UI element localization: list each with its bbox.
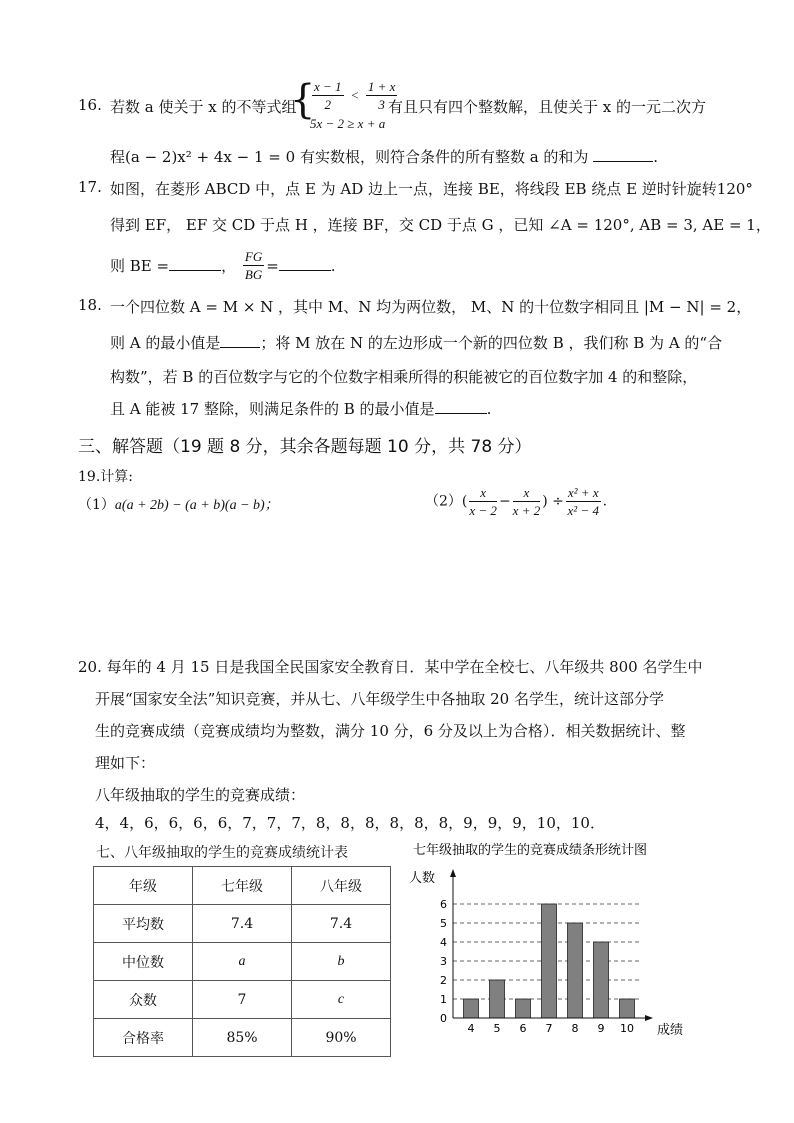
q20-scores: 4，4，6，6，6，6，7，7，7，8，8，8，8，8，8，9，9，9，10，10． <box>95 814 605 832</box>
table-cell: b <box>292 943 391 981</box>
y-tick-label: 2 <box>440 974 447 987</box>
section-3-heading: 三、解答题（19 题 8 分，其余各题每题 10 分，共 78 分） <box>78 437 532 457</box>
inequality-line-2: 5x − 2 ≥ x + a <box>310 116 386 131</box>
table-header-cell: 八年级 <box>292 867 391 905</box>
y-tick-label: 3 <box>440 955 447 968</box>
inequality-line-1 <box>310 78 399 113</box>
bar-9 <box>594 942 609 1018</box>
ineq1-left-numerator: x − 1 <box>314 79 342 94</box>
q19-div: ) ÷ <box>542 493 564 510</box>
ineq1-left-denominator: 2 <box>324 97 332 112</box>
table-cell: 合格率 <box>94 1019 193 1057</box>
bar-10 <box>620 999 635 1018</box>
q20-line-1: 20. 每年的 4 月 15 日是我国全民国家安全教育日．某中学在全校七、八年级共 800 名学生中 <box>78 658 703 676</box>
q17-line-1: 如图，在菱形 ABCD 中，点 E 为 AD 边上一点，连接 BE，将线段 EB 绕点 E 逆时针旋转120° <box>110 180 753 198</box>
q18-min-a-blank[interactable] <box>220 347 260 348</box>
table-cell: 中位数 <box>94 943 193 981</box>
q16-line-2 <box>110 146 658 167</box>
table-row <box>94 981 391 1019</box>
q18-line-2-post: ；将 M 放在 N 的左边形成一个新的四位数 B ，我们称 B 为 A 的“合 <box>260 334 723 352</box>
bar-7 <box>542 904 557 1018</box>
x-tick-label: 9 <box>597 1022 605 1035</box>
table-header-row <box>94 867 391 905</box>
q18-line-1: 一个四位数 A = M × N ，其中 M、N 均为两位数， M、N 的十位数字相同且 |M − N| = 2， <box>110 298 752 316</box>
q18-number: 18. <box>78 296 102 314</box>
q19-p1-expression: a(a + 2b) − (a + b)(a − b)； <box>114 498 279 513</box>
q17-line-2: 得到 EF， EF 交 CD 于点 H ，连接 BF，交 CD 于点 G ，已知 ∠A = 120°, AB = 3, AE = 1， <box>110 216 771 234</box>
y-axis-arrow-icon <box>450 869 456 877</box>
q20-line-5: 八年级抽取的学生的竞赛成绩： <box>95 786 306 804</box>
q19-title: 19.计算: <box>78 469 133 485</box>
x-tick-label: 10 <box>620 1022 634 1035</box>
y-tick-label: 1 <box>440 993 447 1006</box>
x-axis-label: 成绩 <box>657 1023 684 1038</box>
y-tick-label: 6 <box>440 898 447 911</box>
q19-p2-open: ( <box>461 493 468 510</box>
q17-line-3 <box>110 248 336 283</box>
table-row <box>94 905 391 943</box>
q16-text-pre: 若数 a 使关于 x 的不等式组 <box>110 98 297 116</box>
chart-title: 七年级抽取的学生的竞赛成绩条形统计图 <box>413 843 648 858</box>
q19-f1-den: x − 2 <box>469 503 497 518</box>
table-row <box>94 1019 391 1057</box>
q17-eq: = <box>266 257 279 275</box>
ineq1-relation: < <box>350 87 360 103</box>
x-tick-label: 4 <box>467 1022 475 1035</box>
table-cell: 7.4 <box>193 905 292 943</box>
bar-4 <box>464 999 479 1018</box>
ineq1-right-denominator: 3 <box>378 97 385 112</box>
q16-answer-blank[interactable] <box>593 161 653 162</box>
table-cell: a <box>193 943 292 981</box>
q19-p2-label: （2） <box>425 493 462 510</box>
q17-end: . <box>330 257 336 275</box>
q18-line-3: 构数”，若 B 的百位数字与它的个位数字相乘所得的积能被它的百位数字加 4 的和整除， <box>110 368 698 386</box>
table-title: 七、八年级抽取的学生的竞赛成绩统计表 <box>96 845 348 861</box>
bar-8 <box>568 923 583 1018</box>
table-cell: 85% <box>193 1019 292 1057</box>
y-axis-label: 人数 <box>409 871 436 886</box>
q20-line-2: 开展“国家安全法”知识竞赛，并从七、八年级学生中各抽取 20 名学生，统计这部分学 <box>95 690 664 708</box>
q18-line-4-pre: 且 A 能被 17 整除，则满足条件的 B 的最小值是 <box>110 400 435 418</box>
table-cell: 7.4 <box>292 905 391 943</box>
q20-line-4: 理如下： <box>95 754 156 772</box>
q19-part-2 <box>425 484 607 519</box>
q17-ratio-blank[interactable] <box>279 270 331 271</box>
q18-line-4 <box>110 398 491 419</box>
table-cell: 众数 <box>94 981 193 1019</box>
bar-chart <box>395 838 715 1048</box>
q19-p1-label: （1） <box>78 497 115 513</box>
x-tick-label: 5 <box>493 1022 501 1035</box>
q16-end: . <box>653 148 658 166</box>
x-tick-labels <box>468 1022 635 1035</box>
left-brace: { <box>290 77 316 123</box>
q18-line-2 <box>110 332 722 353</box>
q18-min-b-blank[interactable] <box>435 413 487 414</box>
table-cell: 90% <box>292 1019 391 1057</box>
q19-f1-num: x <box>469 484 497 502</box>
y-tick-label: 5 <box>440 917 447 930</box>
q19-part-1 <box>78 494 279 514</box>
q19-f3-den: x² − 4 <box>567 503 599 518</box>
q19-f2-den: x + 2 <box>512 503 541 518</box>
y-tick-labels <box>440 898 447 1025</box>
table-cell: 平均数 <box>94 905 193 943</box>
q16-number: 16. <box>78 96 102 114</box>
table-cell: 7 <box>193 981 292 1019</box>
x-tick-label: 6 <box>519 1022 527 1035</box>
q17-number: 17. <box>78 178 102 196</box>
q17-frac-denominator: BG <box>244 267 263 282</box>
q18-end: . <box>486 400 492 418</box>
y-tick-label: 0 <box>440 1012 447 1025</box>
q19-f3-num: x² + x <box>567 485 599 500</box>
table-header-cell: 年级 <box>94 867 193 905</box>
q17-be-blank[interactable] <box>169 270 221 271</box>
x-tick-label: 8 <box>571 1022 579 1035</box>
table-cell: c <box>292 981 391 1019</box>
q19-p2-end: . <box>602 493 608 510</box>
bar-6 <box>516 999 531 1018</box>
q17-sep: ， <box>221 257 237 275</box>
q19-f2-num: x <box>513 484 541 502</box>
ineq1-right-numerator: 1 + x <box>367 79 396 94</box>
q17-frac-numerator: FG <box>244 249 263 264</box>
table-row <box>94 943 391 981</box>
bar-5 <box>490 980 505 1018</box>
q17-be-label: 则 BE = <box>110 257 170 275</box>
stats-table <box>93 866 391 1057</box>
x-axis-arrow-icon <box>645 1015 653 1021</box>
table-header-cell: 七年级 <box>193 867 292 905</box>
q18-line-2-pre: 则 A 的最小值是 <box>110 334 221 352</box>
q16-text-post: 有且只有四个整数解，且使关于 x 的一元二次方 <box>388 98 706 116</box>
q16-line-2-text: 程(a − 2)x² + 4x − 1 = 0 有实数根，则符合条件的所有整数 a 的和为 <box>110 148 589 166</box>
y-tick-label: 4 <box>440 936 447 949</box>
x-tick-label: 7 <box>545 1022 553 1035</box>
q20-line-3: 生的竞赛成绩（竞赛成绩均为整数，满分 10 分，6 分及以上为合格）．相关数据统计、整 <box>95 722 686 740</box>
q19-minus: − <box>498 493 511 510</box>
